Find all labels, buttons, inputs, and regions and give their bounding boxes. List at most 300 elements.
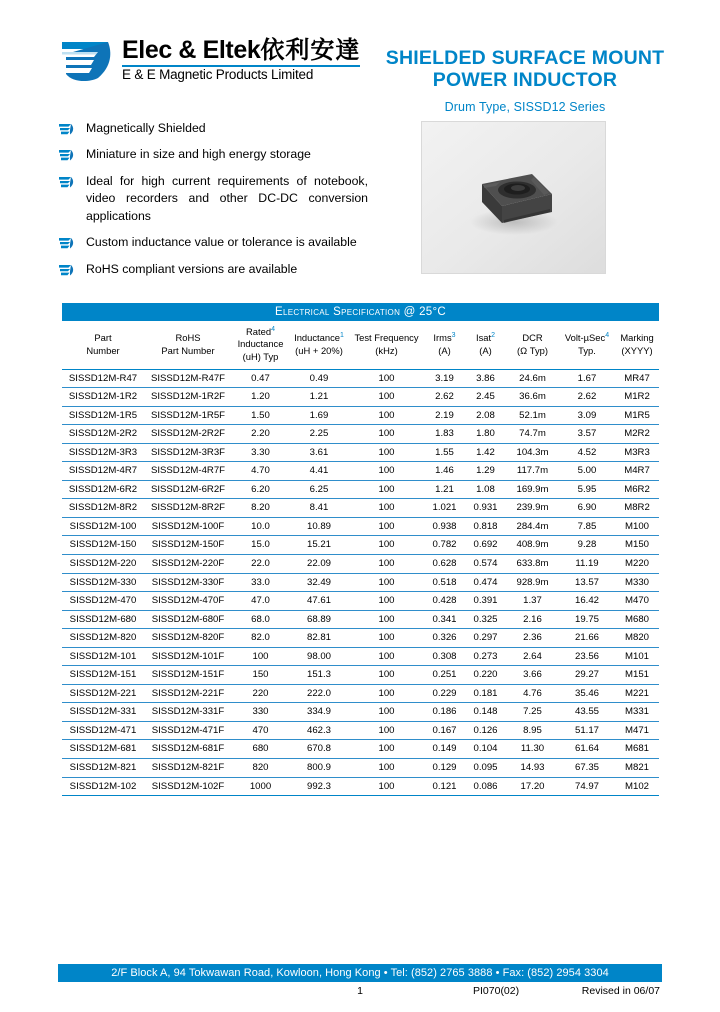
table-row xyxy=(62,758,659,777)
table-cell: 13.57 xyxy=(559,573,615,592)
table-cell: M150 xyxy=(615,536,659,555)
table-cell: 100 xyxy=(349,369,424,388)
table-cell: 100 xyxy=(349,721,424,740)
table-cell: 74.7m xyxy=(506,425,559,444)
table-cell: 0.938 xyxy=(424,517,465,536)
page-subtitle: Drum Type, SISSD12 Series xyxy=(444,99,606,114)
table-body xyxy=(62,369,659,796)
table-cell: 3.61 xyxy=(289,443,349,462)
spec-table xyxy=(62,321,659,797)
table-cell: 68.89 xyxy=(289,610,349,629)
table-cell: 0.518 xyxy=(424,573,465,592)
table-row xyxy=(62,684,659,703)
table-cell: 220 xyxy=(232,684,289,703)
table-cell: 15.21 xyxy=(289,536,349,555)
table-cell: 5.00 xyxy=(559,462,615,481)
table-cell: SISSD12M-331 xyxy=(62,703,144,722)
table-cell: 98.00 xyxy=(289,647,349,666)
table-cell: 6.90 xyxy=(559,499,615,518)
table-cell: 2.19 xyxy=(424,406,465,425)
table-row xyxy=(62,573,659,592)
table-cell: 1.55 xyxy=(424,443,465,462)
col-rohs-part-number: RoHS Part Number xyxy=(144,321,232,370)
table-row xyxy=(62,406,659,425)
table-cell: 670.8 xyxy=(289,740,349,759)
company-logo-block xyxy=(58,36,360,84)
table-cell: 1.21 xyxy=(289,388,349,407)
table-cell: 33.0 xyxy=(232,573,289,592)
table-cell: 4.76 xyxy=(506,684,559,703)
footer-meta-row xyxy=(58,985,662,1005)
table-cell: 0.167 xyxy=(424,721,465,740)
company-name-block xyxy=(122,36,360,82)
table-cell: 4.41 xyxy=(289,462,349,481)
table-cell: 169.9m xyxy=(506,480,559,499)
table-cell: 19.75 xyxy=(559,610,615,629)
table-cell: 43.55 xyxy=(559,703,615,722)
table-cell: 8.20 xyxy=(232,499,289,518)
table-row xyxy=(62,592,659,611)
table-cell: 1.37 xyxy=(506,592,559,611)
table-cell: 8.41 xyxy=(289,499,349,518)
list-item xyxy=(58,120,368,137)
table-cell: 680 xyxy=(232,740,289,759)
double-arrow-bullet-icon xyxy=(58,263,76,278)
col-volt-usec: Volt-µSec$^4$ Typ. xyxy=(559,321,615,370)
col-dcr: DCR (Ω Typ) xyxy=(506,321,559,370)
col-irms: Irms$^3$ (A) xyxy=(424,321,465,370)
table-cell: 0.297 xyxy=(465,629,506,648)
table-cell: 100 xyxy=(349,425,424,444)
table-cell: M821 xyxy=(615,758,659,777)
table-cell: M8R2 xyxy=(615,499,659,518)
table-cell: M221 xyxy=(615,684,659,703)
table-cell: 2.36 xyxy=(506,629,559,648)
table-cell: 1.21 xyxy=(424,480,465,499)
table-cell: 462.3 xyxy=(289,721,349,740)
document-code: PI070(02) xyxy=(473,984,520,997)
table-cell: 2.25 xyxy=(289,425,349,444)
table-cell: 0.273 xyxy=(465,647,506,666)
table-cell: 0.341 xyxy=(424,610,465,629)
table-cell: 35.46 xyxy=(559,684,615,703)
feature-text: Magnetically Shielded xyxy=(86,121,206,135)
table-cell: M2R2 xyxy=(615,425,659,444)
table-row xyxy=(62,666,659,685)
table-cell: 1.83 xyxy=(424,425,465,444)
table-cell: 74.97 xyxy=(559,777,615,796)
table-cell: 7.25 xyxy=(506,703,559,722)
table-cell: 0.129 xyxy=(424,758,465,777)
table-cell: 0.104 xyxy=(465,740,506,759)
table-cell: M681 xyxy=(615,740,659,759)
table-cell: SISSD12M-331F xyxy=(144,703,232,722)
col-isat: Isat$^2$ (A) xyxy=(465,321,506,370)
table-row xyxy=(62,647,659,666)
table-cell: 100 xyxy=(232,647,289,666)
double-arrow-bullet-icon xyxy=(58,148,76,163)
footnote-marker: 4 xyxy=(271,326,275,334)
table-cell: 6.25 xyxy=(289,480,349,499)
table-row xyxy=(62,499,659,518)
table-cell: 0.181 xyxy=(465,684,506,703)
table-cell: 0.692 xyxy=(465,536,506,555)
table-cell: 100 xyxy=(349,573,424,592)
table-cell: 82.81 xyxy=(289,629,349,648)
table-cell: 1.46 xyxy=(424,462,465,481)
footnote-marker: 4 xyxy=(605,332,610,340)
table-cell: SISSD12M-471 xyxy=(62,721,144,740)
table-cell: M102 xyxy=(615,777,659,796)
table-row xyxy=(62,480,659,499)
company-name-en: Elec & Eltek依利安達 xyxy=(122,36,361,64)
table-cell: 1.67 xyxy=(559,369,615,388)
table-cell: SISSD12M-220 xyxy=(62,554,144,573)
table-cell: 47.0 xyxy=(232,592,289,611)
table-cell: 4.52 xyxy=(559,443,615,462)
double-arrow-bullet-icon xyxy=(58,236,76,251)
table-cell: 1000 xyxy=(232,777,289,796)
company-address: 2/F Block A, 94 Tokwawan Road, Kowloon, Hong Kong • Tel: (852) 2765 3888 • Fax: (852) 2954 3304 xyxy=(58,964,662,982)
page-title-line1: SHIELDED SURFACE MOUNT xyxy=(385,47,665,69)
table-cell: 11.19 xyxy=(559,554,615,573)
table-cell: 7.85 xyxy=(559,517,615,536)
table-cell: 284.4m xyxy=(506,517,559,536)
table-cell: 0.149 xyxy=(424,740,465,759)
table-cell: 100 xyxy=(349,610,424,629)
table-cell: 61.64 xyxy=(559,740,615,759)
page-footer xyxy=(58,964,662,1005)
table-cell: 222.0 xyxy=(289,684,349,703)
list-item xyxy=(58,173,368,225)
table-cell: 2.20 xyxy=(232,425,289,444)
table-cell: 10.0 xyxy=(232,517,289,536)
table-cell: 67.35 xyxy=(559,758,615,777)
table-cell: 2.45 xyxy=(465,388,506,407)
table-cell: 0.931 xyxy=(465,499,506,518)
table-cell: 36.6m xyxy=(506,388,559,407)
table-cell: SISSD12M-3R3F xyxy=(144,443,232,462)
table-cell: 51.17 xyxy=(559,721,615,740)
table-cell: 10.89 xyxy=(289,517,349,536)
table-cell: 100 xyxy=(349,499,424,518)
table-cell: SISSD12M-3R3 xyxy=(62,443,144,462)
table-cell: 3.57 xyxy=(559,425,615,444)
table-cell: 104.3m xyxy=(506,443,559,462)
table-cell: SISSD12M-681F xyxy=(144,740,232,759)
table-cell: SISSD12M-6R2F xyxy=(144,480,232,499)
table-cell: 21.66 xyxy=(559,629,615,648)
table-row xyxy=(62,610,659,629)
electrical-specification-table xyxy=(62,303,659,796)
table-cell: 0.308 xyxy=(424,647,465,666)
table-cell: M151 xyxy=(615,666,659,685)
table-cell: SISSD12M-8R2F xyxy=(144,499,232,518)
table-cell: SISSD12M-6R2 xyxy=(62,480,144,499)
table-cell: 2.64 xyxy=(506,647,559,666)
table-cell: M1R5 xyxy=(615,406,659,425)
table-cell: 150 xyxy=(232,666,289,685)
table-cell: SISSD12M-680 xyxy=(62,610,144,629)
table-cell: 0.121 xyxy=(424,777,465,796)
table-cell: 470 xyxy=(232,721,289,740)
table-cell: 0.782 xyxy=(424,536,465,555)
table-cell: SISSD12M-R47 xyxy=(62,369,144,388)
table-cell: 15.0 xyxy=(232,536,289,555)
table-cell: SISSD12M-681 xyxy=(62,740,144,759)
table-cell: SISSD12M-150 xyxy=(62,536,144,555)
table-cell: 0.148 xyxy=(465,703,506,722)
table-cell: 0.095 xyxy=(465,758,506,777)
list-item xyxy=(58,261,368,278)
revision-date: Revised in 06/07 xyxy=(581,984,660,997)
table-row xyxy=(62,369,659,388)
table-row xyxy=(62,517,659,536)
footnote-marker: 1 xyxy=(339,332,344,340)
list-item xyxy=(58,234,368,251)
table-cell: M4R7 xyxy=(615,462,659,481)
table-cell: 0.086 xyxy=(465,777,506,796)
table-cell: 0.220 xyxy=(465,666,506,685)
table-cell: 117.7m xyxy=(506,462,559,481)
table-cell: SISSD12M-101F xyxy=(144,647,232,666)
col-marking: Marking (XYYY) xyxy=(615,321,659,370)
table-cell: 330 xyxy=(232,703,289,722)
table-cell: 4.70 xyxy=(232,462,289,481)
table-cell: SISSD12M-821 xyxy=(62,758,144,777)
table-row xyxy=(62,536,659,555)
table-cell: 0.428 xyxy=(424,592,465,611)
table-cell: 334.9 xyxy=(289,703,349,722)
table-cell: 100 xyxy=(349,740,424,759)
table-cell: SISSD12M-1R2F xyxy=(144,388,232,407)
table-cell: M820 xyxy=(615,629,659,648)
table-row xyxy=(62,721,659,740)
table-cell: 0.229 xyxy=(424,684,465,703)
table-cell: 151.3 xyxy=(289,666,349,685)
table-cell: 23.56 xyxy=(559,647,615,666)
table-cell: 239.9m xyxy=(506,499,559,518)
table-cell: 1.50 xyxy=(232,406,289,425)
table-cell: 100 xyxy=(349,406,424,425)
table-cell: 0.126 xyxy=(465,721,506,740)
table-cell: 0.49 xyxy=(289,369,349,388)
table-cell: M1R2 xyxy=(615,388,659,407)
features-list xyxy=(58,120,368,287)
table-cell: 100 xyxy=(349,462,424,481)
table-row xyxy=(62,554,659,573)
table-cell: SISSD12M-1R5F xyxy=(144,406,232,425)
table-cell: 100 xyxy=(349,480,424,499)
table-cell: SISSD12M-2R2F xyxy=(144,425,232,444)
table-cell: SISSD12M-820F xyxy=(144,629,232,648)
table-cell: SISSD12M-1R5 xyxy=(62,406,144,425)
table-cell: SISSD12M-821F xyxy=(144,758,232,777)
table-cell: 100 xyxy=(349,592,424,611)
col-part-number: Part Number xyxy=(62,321,144,370)
document-title-block xyxy=(380,48,670,114)
table-row xyxy=(62,629,659,648)
table-cell: 633.8m xyxy=(506,554,559,573)
table-cell: 800.9 xyxy=(289,758,349,777)
table-cell: SISSD12M-1R2 xyxy=(62,388,144,407)
table-row xyxy=(62,443,659,462)
table-cell: 11.30 xyxy=(506,740,559,759)
table-cell: 0.186 xyxy=(424,703,465,722)
feature-text: RoHS compliant versions are available xyxy=(86,261,298,276)
table-cell: 52.1m xyxy=(506,406,559,425)
table-cell: SISSD12M-221 xyxy=(62,684,144,703)
table-cell: SISSD12M-4R7 xyxy=(62,462,144,481)
table-cell: M471 xyxy=(615,721,659,740)
table-cell: 992.3 xyxy=(289,777,349,796)
table-cell: 47.61 xyxy=(289,592,349,611)
table-cell: 100 xyxy=(349,758,424,777)
table-cell: 0.391 xyxy=(465,592,506,611)
product-photo xyxy=(421,121,606,274)
table-row xyxy=(62,703,659,722)
feature-text: Custom inductance value or tolerance is available xyxy=(86,235,357,250)
table-cell: 9.28 xyxy=(559,536,615,555)
table-cell: SISSD12M-470F xyxy=(144,592,232,611)
table-cell: SISSD12M-100 xyxy=(62,517,144,536)
table-cell: 16.42 xyxy=(559,592,615,611)
table-cell: 3.09 xyxy=(559,406,615,425)
table-cell: 928.9m xyxy=(506,573,559,592)
table-cell: M680 xyxy=(615,610,659,629)
list-item xyxy=(58,146,368,163)
table-cell: 100 xyxy=(349,388,424,407)
table-cell: 24.6m xyxy=(506,369,559,388)
table-cell: 22.09 xyxy=(289,554,349,573)
table-cell: M331 xyxy=(615,703,659,722)
table-cell: 2.62 xyxy=(559,388,615,407)
table-cell: 100 xyxy=(349,554,424,573)
table-cell: M6R2 xyxy=(615,480,659,499)
table-header-row xyxy=(62,321,659,370)
table-cell: 3.86 xyxy=(465,369,506,388)
table-row xyxy=(62,777,659,796)
table-cell: SISSD12M-151F xyxy=(144,666,232,685)
table-cell: 0.818 xyxy=(465,517,506,536)
col-test-frequency: Test Frequency (kHz) xyxy=(349,321,424,370)
page-title xyxy=(380,48,670,92)
table-cell: 1.20 xyxy=(232,388,289,407)
table-cell: 820 xyxy=(232,758,289,777)
table-cell: 3.30 xyxy=(232,443,289,462)
table-row xyxy=(62,425,659,444)
table-cell: M3R3 xyxy=(615,443,659,462)
table-cell: 100 xyxy=(349,629,424,648)
table-cell: 82.0 xyxy=(232,629,289,648)
table-cell: 1.80 xyxy=(465,425,506,444)
table-cell: 0.574 xyxy=(465,554,506,573)
table-cell: M470 xyxy=(615,592,659,611)
table-cell: 0.325 xyxy=(465,610,506,629)
table-cell: 408.9m xyxy=(506,536,559,555)
table-cell: 0.474 xyxy=(465,573,506,592)
table-cell: 5.95 xyxy=(559,480,615,499)
table-cell: SISSD12M-221F xyxy=(144,684,232,703)
table-cell: 0.628 xyxy=(424,554,465,573)
table-cell: SISSD12M-102 xyxy=(62,777,144,796)
table-cell: SISSD12M-101 xyxy=(62,647,144,666)
table-cell: 17.20 xyxy=(506,777,559,796)
table-cell: SISSD12M-220F xyxy=(144,554,232,573)
table-cell: 68.0 xyxy=(232,610,289,629)
table-cell: MR47 xyxy=(615,369,659,388)
table-cell: 3.66 xyxy=(506,666,559,685)
table-cell: 100 xyxy=(349,684,424,703)
table-cell: 0.47 xyxy=(232,369,289,388)
table-cell: 1.08 xyxy=(465,480,506,499)
table-cell: 0.251 xyxy=(424,666,465,685)
table-cell: 100 xyxy=(349,666,424,685)
table-cell: SISSD12M-R47F xyxy=(144,369,232,388)
table-cell: 100 xyxy=(349,647,424,666)
footnote-marker: 2 xyxy=(491,332,496,340)
col-rated-inductance: Rated$^4$ Inductance (uH) Typ xyxy=(232,321,289,370)
table-row xyxy=(62,388,659,407)
company-name-cn: 依利安達 xyxy=(260,36,361,64)
col-inductance: Inductance$^1$ (uH + 20%) xyxy=(289,321,349,370)
table-cell: SISSD12M-680F xyxy=(144,610,232,629)
table-cell: SISSD12M-100F xyxy=(144,517,232,536)
table-cell: SISSD12M-330F xyxy=(144,573,232,592)
feature-text: Miniature in size and high energy storage xyxy=(86,147,311,162)
footnote-marker: 3 xyxy=(451,332,456,340)
double-arrow-bullet-icon xyxy=(58,122,76,137)
table-cell: 1.69 xyxy=(289,406,349,425)
feature-text: Ideal for high current requirements of notebook, video recorders and other DC-DC conversion applications xyxy=(86,173,368,223)
table-cell: SISSD12M-2R2 xyxy=(62,425,144,444)
table-cell: M220 xyxy=(615,554,659,573)
table-row xyxy=(62,740,659,759)
table-cell: SISSD12M-150F xyxy=(144,536,232,555)
table-cell: SISSD12M-330 xyxy=(62,573,144,592)
table-cell: 0.326 xyxy=(424,629,465,648)
table-cell: M101 xyxy=(615,647,659,666)
page-number: 1 xyxy=(357,984,363,997)
table-caption: Electrical Specification @ 25°C xyxy=(62,303,659,321)
table-cell: SISSD12M-470 xyxy=(62,592,144,611)
table-row xyxy=(62,462,659,481)
table-cell: 29.27 xyxy=(559,666,615,685)
table-cell: 100 xyxy=(349,517,424,536)
table-cell: 32.49 xyxy=(289,573,349,592)
page-header xyxy=(0,0,720,114)
table-cell: 2.08 xyxy=(465,406,506,425)
table-cell: 100 xyxy=(349,443,424,462)
table-cell: 2.16 xyxy=(506,610,559,629)
table-cell: SISSD12M-151 xyxy=(62,666,144,685)
company-subtitle: E & E Magnetic Products Limited xyxy=(122,66,314,82)
table-cell: SISSD12M-8R2 xyxy=(62,499,144,518)
table-cell: M330 xyxy=(615,573,659,592)
table-cell: 14.93 xyxy=(506,758,559,777)
table-cell: 1.021 xyxy=(424,499,465,518)
table-cell: SISSD12M-820 xyxy=(62,629,144,648)
table-cell: 1.42 xyxy=(465,443,506,462)
table-cell: 1.29 xyxy=(465,462,506,481)
double-arrow-bullet-icon xyxy=(58,175,76,190)
table-cell: 100 xyxy=(349,703,424,722)
table-cell: 100 xyxy=(349,536,424,555)
table-cell: 3.19 xyxy=(424,369,465,388)
page-title-line2: POWER INDUCTOR xyxy=(432,68,618,91)
table-cell: SISSD12M-102F xyxy=(144,777,232,796)
table-cell: SISSD12M-4R7F xyxy=(144,462,232,481)
